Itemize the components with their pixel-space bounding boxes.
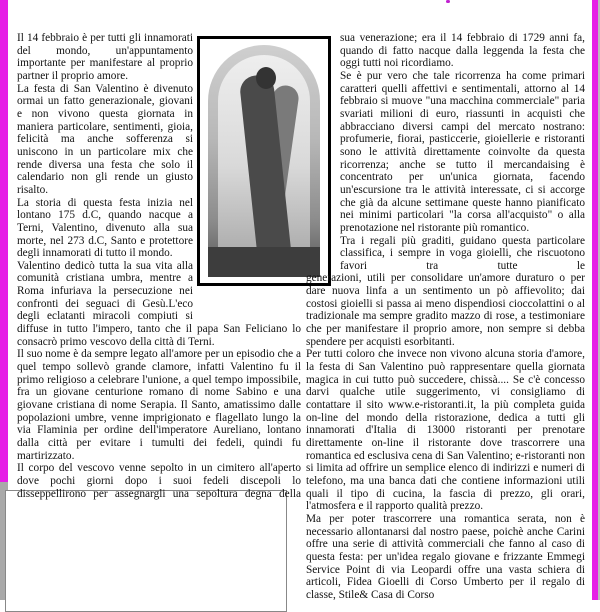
paragraph: generazioni, utili per consolidare un'amore duraturo o per dare nuova linfa a un sentimento un pò affievolito; dai costosi gioielli si passa ai meno dispendiosi cioccolattini o al tradizionale ma sempre gradito mazzo di rose, a testimoniare che per manifestare il proprio amore, non sempre si debba spendere per acquisti esorbitanti. xyxy=(306,272,585,348)
paragraph: Il suo nome è da sempre legato all'amore per un episodio che a quel tempo sollevò grande clamore, infatti Valentino fu il primo religioso a celebrare l'unione, a quel tempo impossibile, fra un giovane centurione romano di nome Sabino e una giovane cristiana di nome Serapia. Il Santo, amatissimo dalle popolazioni umbre, venne imprigionato e flagellato lungo la via Flaminia per ordine dell'imperatore Aureliano, lontano dalla città per evitare i tumulti dei fedeli, quindi fu martirizzato. xyxy=(17,348,301,462)
empty-frame-box xyxy=(5,490,287,612)
right-column-bottom xyxy=(306,272,585,601)
right-column xyxy=(306,32,585,602)
paragraph: Il corpo del vescovo venne sepolto in un cimitero all'aperto dove pochi giorni dopo i suoi fedeli discepoli lo disseppellirono per assegnargli una sepoltura degna della xyxy=(17,462,301,500)
painting xyxy=(208,45,320,277)
paragraph: La festa di San Valentino è divenuto ormai un fatto generazionale, giovani e non vivono questa giornata in maniera particolare, sentimenti, gioia, felicità ma anche sofferenza si uniscono in un particolare mix che rende diversa una festa che solo il calendario non gli rende un giusto risalto. xyxy=(17,82,193,196)
paragraph: Per tutti coloro che invece non vivono alcuna storia d'amore, la festa di San Valentino può rappresentare quella giornata magica in cui tutto può succedere, chissà.... Se c'è concesso darvi qualche utile suggerimento, vi consigliamo di contattare il sito www.e-ristoranti.it, la più completa guida on-line del mondo della ristorazione, dedica a tutti gli innamorati d'Italia di 13000 ristoranti per prenotare direttamente on-line il ristorante dove trascorrere una romantica ed esclusiva cena di San Valentino; e-ristoranti non si limita ad offrire un semplice elenco di indirizzi e numeri di telefono, ma una banca dati che contiene informazioni utili quali il tipo di cucina, la fascia di prezzo, gli orari, l'atmosfera e il rapporto qualità prezzo. xyxy=(306,348,585,513)
paragraph: Valentino dedicò tutta la sua vita alla comunità cristiana umbra, mentre a Roma infuriava la persecuzione nei confronti dei seguaci di Gesù.L'eco degli eclatanti miracoli compiuti si xyxy=(17,259,193,323)
left-column-bottom xyxy=(17,323,301,500)
header-fragment xyxy=(446,0,450,3)
paragraph: Il 14 febbraio è per tutti gli innamorati del mondo, un'appuntamento importante per manifestare al proprio partner il proprio amore. xyxy=(17,32,193,82)
left-magenta-border xyxy=(0,0,8,482)
paragraph: Tra i regali più graditi, guidano questa particolare classifica, i sempre in voga gioielli, che riscuotono favori tra tutte le xyxy=(340,234,585,272)
paragraph: Ma per poter trascorrere una romantica serata, non è necessario allontanarsi dal nostro paese, poichè anche Carini offre una serie di attività commerciali che fanno al caso di questa festa: per un'idea regalo giovane e frizzante Emmegi Service Point di via Leopardi offre una vasta schiera di articoli, Fidea Gioelli di Corso Umberto per il regalo di classe, Stile& Casa di Corso xyxy=(306,512,585,601)
right-column-top xyxy=(340,32,585,272)
left-column-top xyxy=(17,32,193,323)
paragraph: Se è pur vero che tale ricorrenza ha come primari caratteri quelli affettivi e sentimentali, attorno al 14 febbraio si muove "una macchina commerciale" paria svariati milioni di euro, riassunti in acquisti che abbracciano diversi campi del mercato nostrano: profumerie, fiorai, pasticcerie, gioiellerie e ristoranti sono le attività direttamente coinvolte da questa ricorrenza; anche se tutto il mercandaising è concentrato per un'unica giornata, facendo un'escursione tra le attività interessate, ci si accorge che già da alcune settimane queste hanno pianificato nei minimi particolari "la corsa all'acquisto" o alla prenotazione nel ristorante più romantico. xyxy=(340,69,585,234)
paragraph: diffuse in tutto l'impero, tanto che il papa San Feliciano lo consacrò primo vescovo della città di Terni. xyxy=(17,323,301,348)
paragraph: La storia di questa festa inizia nel lontano 175 d.C, quando nacque a Terni, Valentino, divenuto alla sua morte, nel 273 d.C, Santo e protettore degli innamorati di tutto il mondo. xyxy=(17,196,193,260)
paragraph: sua venerazione; era il 14 febbraio di 1729 anni fa, quando di fatto nacque dalla leggenda la festa che oggi tutti noi ricordiamo. xyxy=(340,32,585,70)
